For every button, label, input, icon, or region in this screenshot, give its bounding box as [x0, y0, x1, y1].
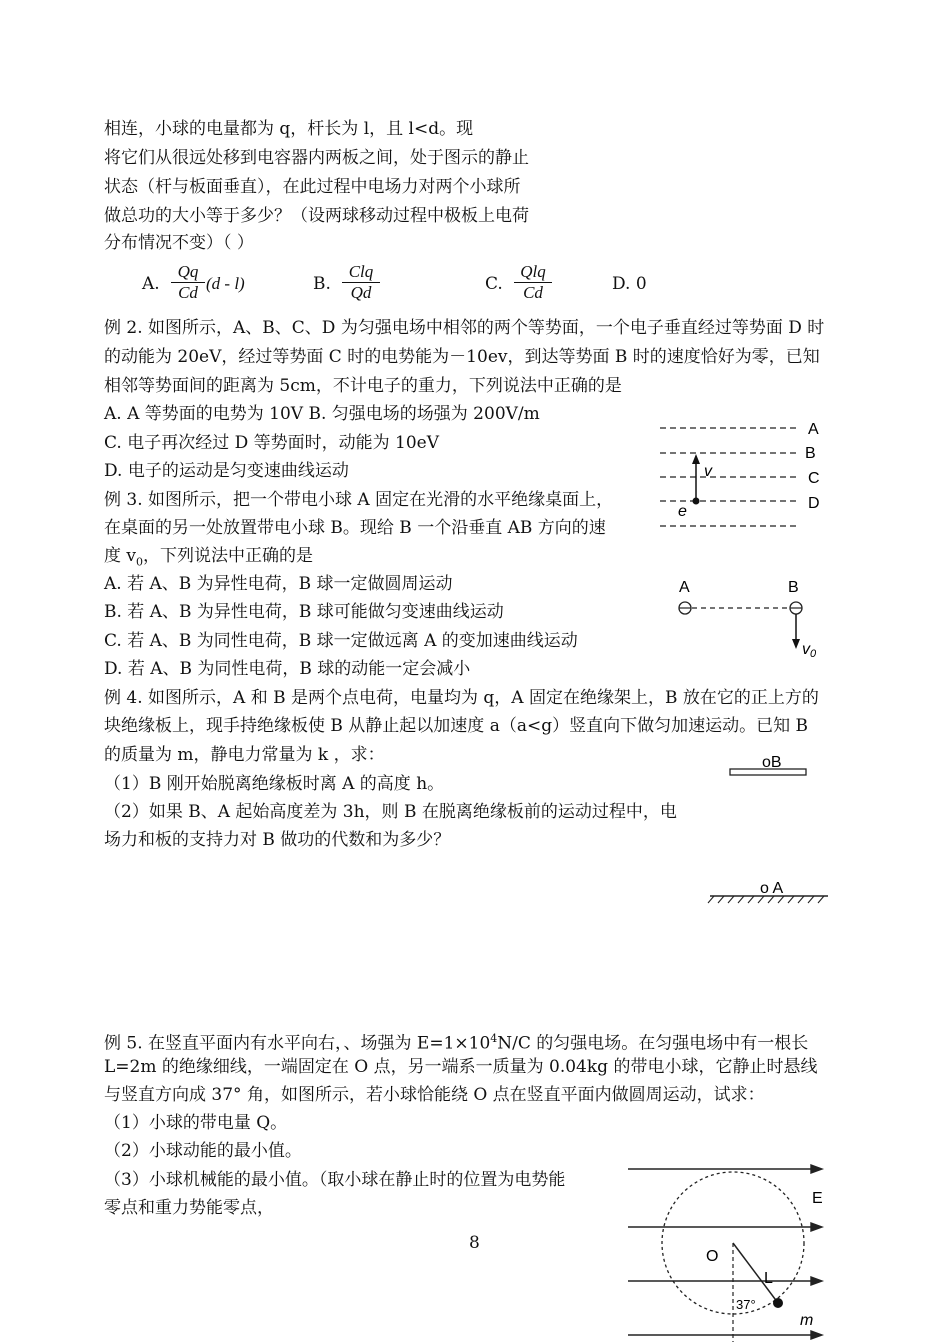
ex2-line5: C. 电子再次经过 D 等势面时，动能为 10eV — [104, 433, 440, 453]
equipotential-figure — [650, 412, 840, 532]
ex2-line4: A. A 等势面的电势为 10V B. 匀强电场的场强为 200V/m — [104, 404, 540, 424]
plate-figure — [700, 748, 840, 908]
ex3-line6: C. 若 A、B 为同性电荷，B 球一定做远离 A 的变加速曲线运动 — [104, 631, 578, 651]
ex5-line6: （3）小球机械能的最小值。（取小球在静止时的位置为电势能 — [104, 1170, 566, 1190]
ex5-line5: （2）小球动能的最小值。 — [104, 1141, 302, 1161]
velocity-arrow-icon — [692, 454, 700, 464]
p1-line3: 状态（杆与板面垂直），在此过程中电场力对两个小球所 — [104, 177, 521, 197]
ex4-line3: 的质量为 m，静电力常量为 k ，求： — [104, 745, 385, 765]
label-e: E — [812, 1190, 823, 1207]
option-a-numerator: Qq — [171, 262, 205, 283]
label-a: A — [679, 579, 690, 596]
label-angle: 37° — [736, 1297, 756, 1312]
ex3-line3-sub: 0 — [136, 555, 144, 569]
ex4-line4: （1）B 刚开始脱离绝缘板时离 A 的高度 h。 — [104, 774, 445, 794]
p1-line1: 相连，小球的电量都为 q，杆长为 l，且 l<d。现 — [104, 119, 474, 139]
ex2-line6: D. 电子的运动是匀变速曲线运动 — [104, 461, 349, 481]
option-d: D. 0 — [612, 274, 647, 294]
ex5-line4: （1）小球的带电量 Q。 — [104, 1113, 288, 1133]
option-b-numerator: Clq — [342, 262, 380, 283]
ex3-line4: A. 若 A、B 为异性电荷，B 球一定做圆周运动 — [104, 574, 453, 594]
v0-arrow-icon — [792, 639, 800, 649]
ex5-line2: L=2m 的绝缘细线，一端固定在 O 点，另一端系一质量为 0.04kg 的带电小球，它静止时悬线 — [104, 1057, 818, 1077]
ball-m — [773, 1298, 783, 1308]
ex5-line1-b: N/C 的匀强电场。在匀强电场中有一根长 — [497, 1033, 809, 1054]
field-arrow-4-icon — [811, 1331, 822, 1339]
ex3-line3-b: ，下列说法中正确的是 — [143, 546, 314, 566]
label-a: o A — [760, 880, 784, 897]
option-b-fraction — [342, 262, 380, 303]
charges-figure — [670, 572, 830, 662]
label-m: m — [800, 1312, 814, 1329]
ex5-line1 — [104, 1028, 808, 1055]
label-l: L — [764, 1270, 773, 1287]
ex3-line7: D. 若 A、B 为同性电荷，B 球的动能一定会减小 — [104, 659, 471, 679]
label-v0: v0 — [802, 641, 817, 660]
option-b-denominator: Qd — [350, 283, 372, 302]
label-o: O — [706, 1248, 719, 1265]
electron-dot — [693, 498, 700, 505]
ex2-line2: 的动能为 20eV，经过等势面 C 时的电势能为－10ev，到达等势面 B 时的速度恰好为零，已知 — [104, 347, 820, 367]
ex3-line3 — [104, 545, 313, 573]
ex2-line3: 相邻等势面间的距离为 5cm，不计电子的重力，下列说法中正确的是 — [104, 376, 622, 396]
option-c-denominator: Cd — [523, 283, 543, 302]
ground-hatch — [708, 896, 824, 903]
label-d: D — [808, 495, 820, 512]
ex5-line1-a: 例 5. 在竖直平面内有水平向右，、场强为 E=1×10 — [104, 1033, 491, 1054]
field-arrow-3-icon — [811, 1277, 822, 1285]
ex5-line3: 与竖直方向成 37° 角，如图所示，若小球恰能绕 O 点在竖直平面内做圆周运动，试求： — [104, 1085, 765, 1105]
option-c-label: C. — [485, 274, 503, 294]
label-v: v — [704, 463, 712, 480]
option-a-tail: (d - l) — [206, 274, 245, 293]
field-arrow-1-icon — [811, 1165, 822, 1173]
p1-line2: 将它们从很远处移到电容器内两板之间，处于图示的静止 — [104, 148, 529, 168]
option-a-label: A. — [142, 274, 160, 294]
page-number: 8 — [469, 1233, 480, 1253]
label-e: e — [678, 503, 687, 520]
ex5-line7: 零点和重力势能零点， — [104, 1198, 274, 1218]
label-b: B — [805, 445, 816, 462]
ex2-line1: 例 2. 如图所示，A、B、C、D 为匀强电场中相邻的两个等势面，一个电子垂直经过等势面 D 时 — [104, 318, 825, 338]
ex5-line1-sup: 4 — [490, 1032, 498, 1045]
label-b: oB — [762, 754, 782, 771]
ex3-line5: B. 若 A、B 为异性电荷，B 球可能做匀变速曲线运动 — [104, 602, 504, 622]
ex4-line5: （2）如果 B、A 起始高度差为 3h，则 B 在脱离绝缘板前的运动过程中，电 — [104, 802, 677, 822]
label-a: A — [808, 421, 819, 438]
label-b: B — [788, 579, 799, 596]
p1-line5: 分布情况不变）（ ） — [104, 233, 254, 253]
ex4-line2: 块绝缘板上，现手持绝缘板使 B 从静止起以加速度 a（a<g）竖直向下做匀加速运动。已知 B — [104, 716, 808, 736]
option-c-fraction — [514, 262, 552, 303]
field-arrow-2-icon — [811, 1223, 822, 1231]
label-c: C — [808, 470, 820, 487]
option-c-numerator: Qlq — [514, 262, 552, 283]
ex4-line6: 场力和板的支持力对 B 做功的代数和为多少？ — [104, 830, 451, 850]
field-circle-figure — [620, 1155, 840, 1342]
option-b-label: B. — [313, 274, 331, 294]
ex3-line1: 例 3. 如图所示，把一个带电小球 A 固定在光滑的水平绝缘桌面上， — [104, 490, 614, 510]
p1-line4: 做总功的大小等于多少？（设两球移动过程中极板上电荷 — [104, 206, 529, 226]
option-a-denominator: Cd — [178, 283, 198, 302]
ex3-line3-a: 度 v — [104, 546, 137, 566]
option-a-fraction — [171, 262, 205, 303]
ex3-line2: 在桌面的另一处放置带电小球 B。现给 B 一个沿垂直 AB 方向的速 — [104, 518, 606, 538]
ex4-line1: 例 4. 如图所示，A 和 B 是两个点电荷，电量均为 q，A 固定在绝缘架上，B 放在它的正上方的 — [104, 688, 819, 708]
